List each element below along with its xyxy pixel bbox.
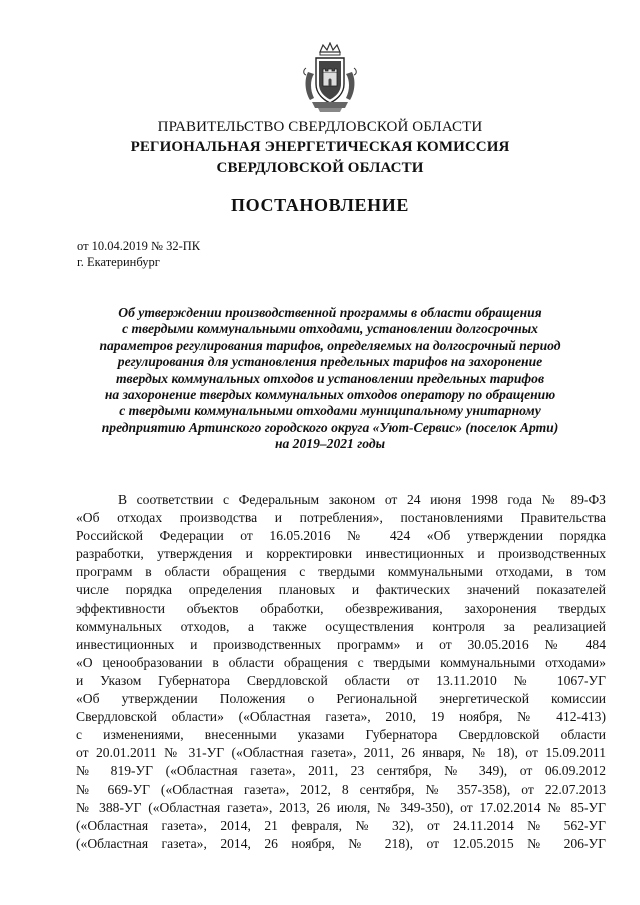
coat-of-arms-icon <box>300 42 360 114</box>
title-line: с твердыми коммунальными отходами, установлении долгосрочных <box>122 321 538 337</box>
document-type-heading: ПОСТАНОВЛЕНИЕ <box>231 195 409 215</box>
body-line: № 819-УГ («Областная газета», 2011, 23 сентября, № 349), от 06.09.2012 <box>76 763 606 779</box>
body-line: Российской Федерации от 16.05.2016 № 424 «Об утверждении порядка <box>76 528 606 544</box>
body-line: коммунальных отходов, а также осуществления контроля за реализацией <box>76 618 606 634</box>
body-line: («Областная газета», 2014, 26 ноября, № 218), от 12.05.2015 № 206-УГ <box>76 835 606 851</box>
body-line: «Об отходах производства и потребления», постановлениями Правительства <box>76 510 606 526</box>
title-line: Об утверждении производственной программы в области обращения <box>118 305 542 320</box>
title-line: твердых коммунальных отходов и установлении предельных тарифов <box>115 370 545 386</box>
body-line: с изменениями, внесенными указами Губернатора Свердловской области <box>76 727 606 743</box>
body-line: от 20.01.2011 № 31-УГ («Областная газета», 2011, 26 января, № 18), от 15.09.2011 <box>76 745 606 761</box>
body-line: эффективности объектов обработки, обезвреживания, захоронения твердых <box>76 600 606 616</box>
title-line: на 2019–2021 годы <box>274 436 386 452</box>
title-line: на захоронение твердых коммунальных отходов оператору по обращению <box>104 387 556 403</box>
body-line: («Областная газета», 2014, 21 февраля, № 32), от 24.11.2014 № 562-УГ <box>76 817 606 833</box>
body-line: программ в области обращения с твердыми коммунальными отходами, в том <box>76 564 606 580</box>
title-line: параметров регулирования тарифов, определяемых на долгосрочный период <box>99 337 561 353</box>
body-line: «О ценообразовании в области обращения с твердыми коммунальными отходами» <box>76 654 606 670</box>
body-line: № 669-УГ («Областная газета», 2012, 8 сентября, № 357-358), от 22.07.2013 <box>76 781 606 797</box>
document-date-number: от 10.04.2019 № 32-ПК <box>77 239 201 253</box>
body-line: инвестиционных и производственных программ» и от 30.05.2016 № 484 <box>76 636 606 652</box>
org-name-line-3: СВЕРДЛОВСКОЙ ОБЛАСТИ <box>216 160 424 176</box>
title-line: регулирования для установления предельных тарифов на захоронение <box>117 354 543 370</box>
body-line: и Указом Губернатора Свердловской области от 13.11.2010 № 1067-УГ <box>76 672 606 688</box>
body-line: № 388-УГ («Областная газета», 2013, 26 июля, № 349-350), от 17.02.2014 № 85-УГ <box>76 799 606 815</box>
body-line: В соответствии с Федеральным законом от 24 июня 1998 года № 89-ФЗ <box>118 492 606 507</box>
body-line: «Об утверждении Положения о Региональной энергетической комиссии <box>76 691 606 707</box>
org-name-line-2: РЕГИОНАЛЬНАЯ ЭНЕРГЕТИЧЕСКАЯ КОМИССИЯ <box>130 139 510 155</box>
title-line: с твердыми коммунальными отходами муниципальному унитарному <box>119 403 541 419</box>
document-title <box>70 305 590 453</box>
body-line: разработки, утверждения и корректировки инвестиционных и производственных <box>76 546 606 562</box>
title-line: предприятию Артинского городского округа «Уют-Сервис» (поселок Арти) <box>101 419 559 435</box>
body-paragraph <box>76 491 606 853</box>
document-city: г. Екатеринбург <box>77 255 160 269</box>
org-name-line-1: ПРАВИТЕЛЬСТВО СВЕРДЛОВСКОЙ ОБЛАСТИ <box>157 119 483 135</box>
body-line: Свердловской области» («Областная газета», 2010, 19 ноября, № 412-413) <box>76 709 606 725</box>
body-line: числе порядка определения плановых и фактических значений показателей <box>76 582 606 598</box>
